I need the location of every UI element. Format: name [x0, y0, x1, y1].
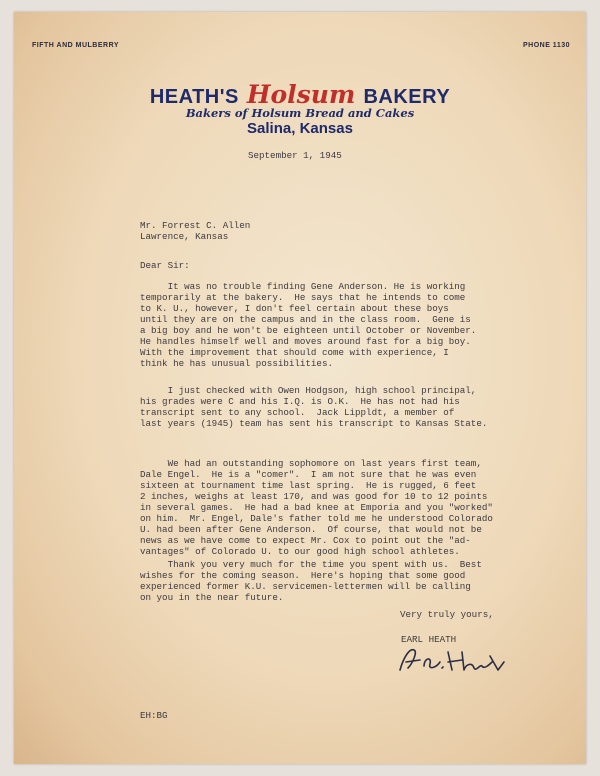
paragraph-line: Thank you very much for the time you spent with us. Best — [140, 559, 482, 570]
paragraph-line: 2 inches, weighs at least 170, and was good for 10 to 12 points — [140, 491, 488, 502]
paragraph-line: U. had been after Gene Anderson. Of course, that would not be — [140, 524, 482, 535]
paragraph-line: sixteen at tournament time last spring. He is rugged, 6 feet — [140, 480, 477, 491]
salutation: Dear Sir: — [140, 260, 190, 271]
paragraph-1 — [140, 281, 476, 369]
paragraph-line: his grades were C and his I.Q. is O.K. He has not had his — [140, 396, 460, 407]
paragraph-line: He handles himself well and moves around fast for a big boy. — [140, 336, 471, 347]
letter-page — [14, 12, 586, 764]
recipient-address — [140, 220, 250, 242]
paragraph-line: to K. U., however, I don't feel certain about these boys — [140, 303, 449, 314]
letterhead-city: Salina, Kansas — [247, 120, 353, 137]
paragraph-line: experienced former K.U. servicemen-lettermen will be calling — [140, 581, 471, 592]
recipient-name: Mr. Forrest C. Allen — [140, 220, 251, 231]
letterhead-tagline: Bakers of Holsum Bread and Cakes — [185, 106, 415, 120]
paragraph-line: transcript sent to any school. Jack Lippldt, a member of — [140, 407, 455, 418]
logo-name-right: BAKERY — [363, 86, 451, 108]
letterhead-address: FIFTH AND MULBERRY — [32, 42, 120, 49]
paragraph-line: last years (1945) team has sent his transcript to Kansas State. — [140, 418, 488, 429]
paragraph-line: wishes for the coming season. Here's hoping that some good — [140, 570, 466, 581]
paragraph-line: vantages" of Colorado U. to our good high school athletes. — [140, 546, 460, 557]
reference-initials: EH:BG — [140, 710, 168, 721]
handwritten-signature — [394, 642, 514, 676]
paragraph-line: news as we have come to expect Mr. Cox to point out the "ad- — [140, 535, 471, 546]
paragraph-line: on him. Mr. Engel, Dale's father told me he understood Colorado — [140, 513, 493, 524]
logo-name-left: HEATH'S — [149, 86, 239, 108]
paragraph-4 — [140, 559, 482, 603]
letter-date: September 1, 1945 — [248, 150, 342, 161]
logo-script-holsum: Holsum — [246, 80, 356, 109]
paragraph-line: We had an outstanding sophomore on last years first team, — [140, 458, 482, 469]
paragraph-3 — [140, 458, 493, 557]
paragraph-line: think he has unusual possibilities. — [140, 358, 333, 369]
paragraph-line: Dale Engel. He is a "comer". I am not sure that he was even — [140, 469, 477, 480]
paragraph-line: on you in the near future. — [140, 592, 284, 603]
paragraph-line: until they are on the campus and in the class room. Gene is — [140, 314, 471, 325]
paragraph-line: With the improvement that should come with experience, I — [140, 347, 449, 358]
paragraph-2 — [140, 385, 487, 429]
paragraph-line: a big boy and he won't be eighteen until October or November. — [140, 325, 477, 336]
paragraph-line: in several games. He had a bad knee at Emporia and you "worked" — [140, 502, 493, 513]
paragraph-line: temporarily at the bakery. He says that he intends to come — [140, 292, 466, 303]
signer-name: EARL HEATH — [401, 634, 457, 645]
recipient-city: Lawrence, Kansas — [140, 231, 229, 242]
letterhead-phone: PHONE 1130 — [522, 42, 570, 49]
complimentary-close: Very truly yours, — [400, 609, 494, 620]
paragraph-line: I just checked with Owen Hodgson, high school principal, — [140, 385, 477, 396]
paragraph-line: It was no trouble finding Gene Anderson. He is working — [140, 281, 466, 292]
letterhead-logo — [14, 80, 586, 109]
